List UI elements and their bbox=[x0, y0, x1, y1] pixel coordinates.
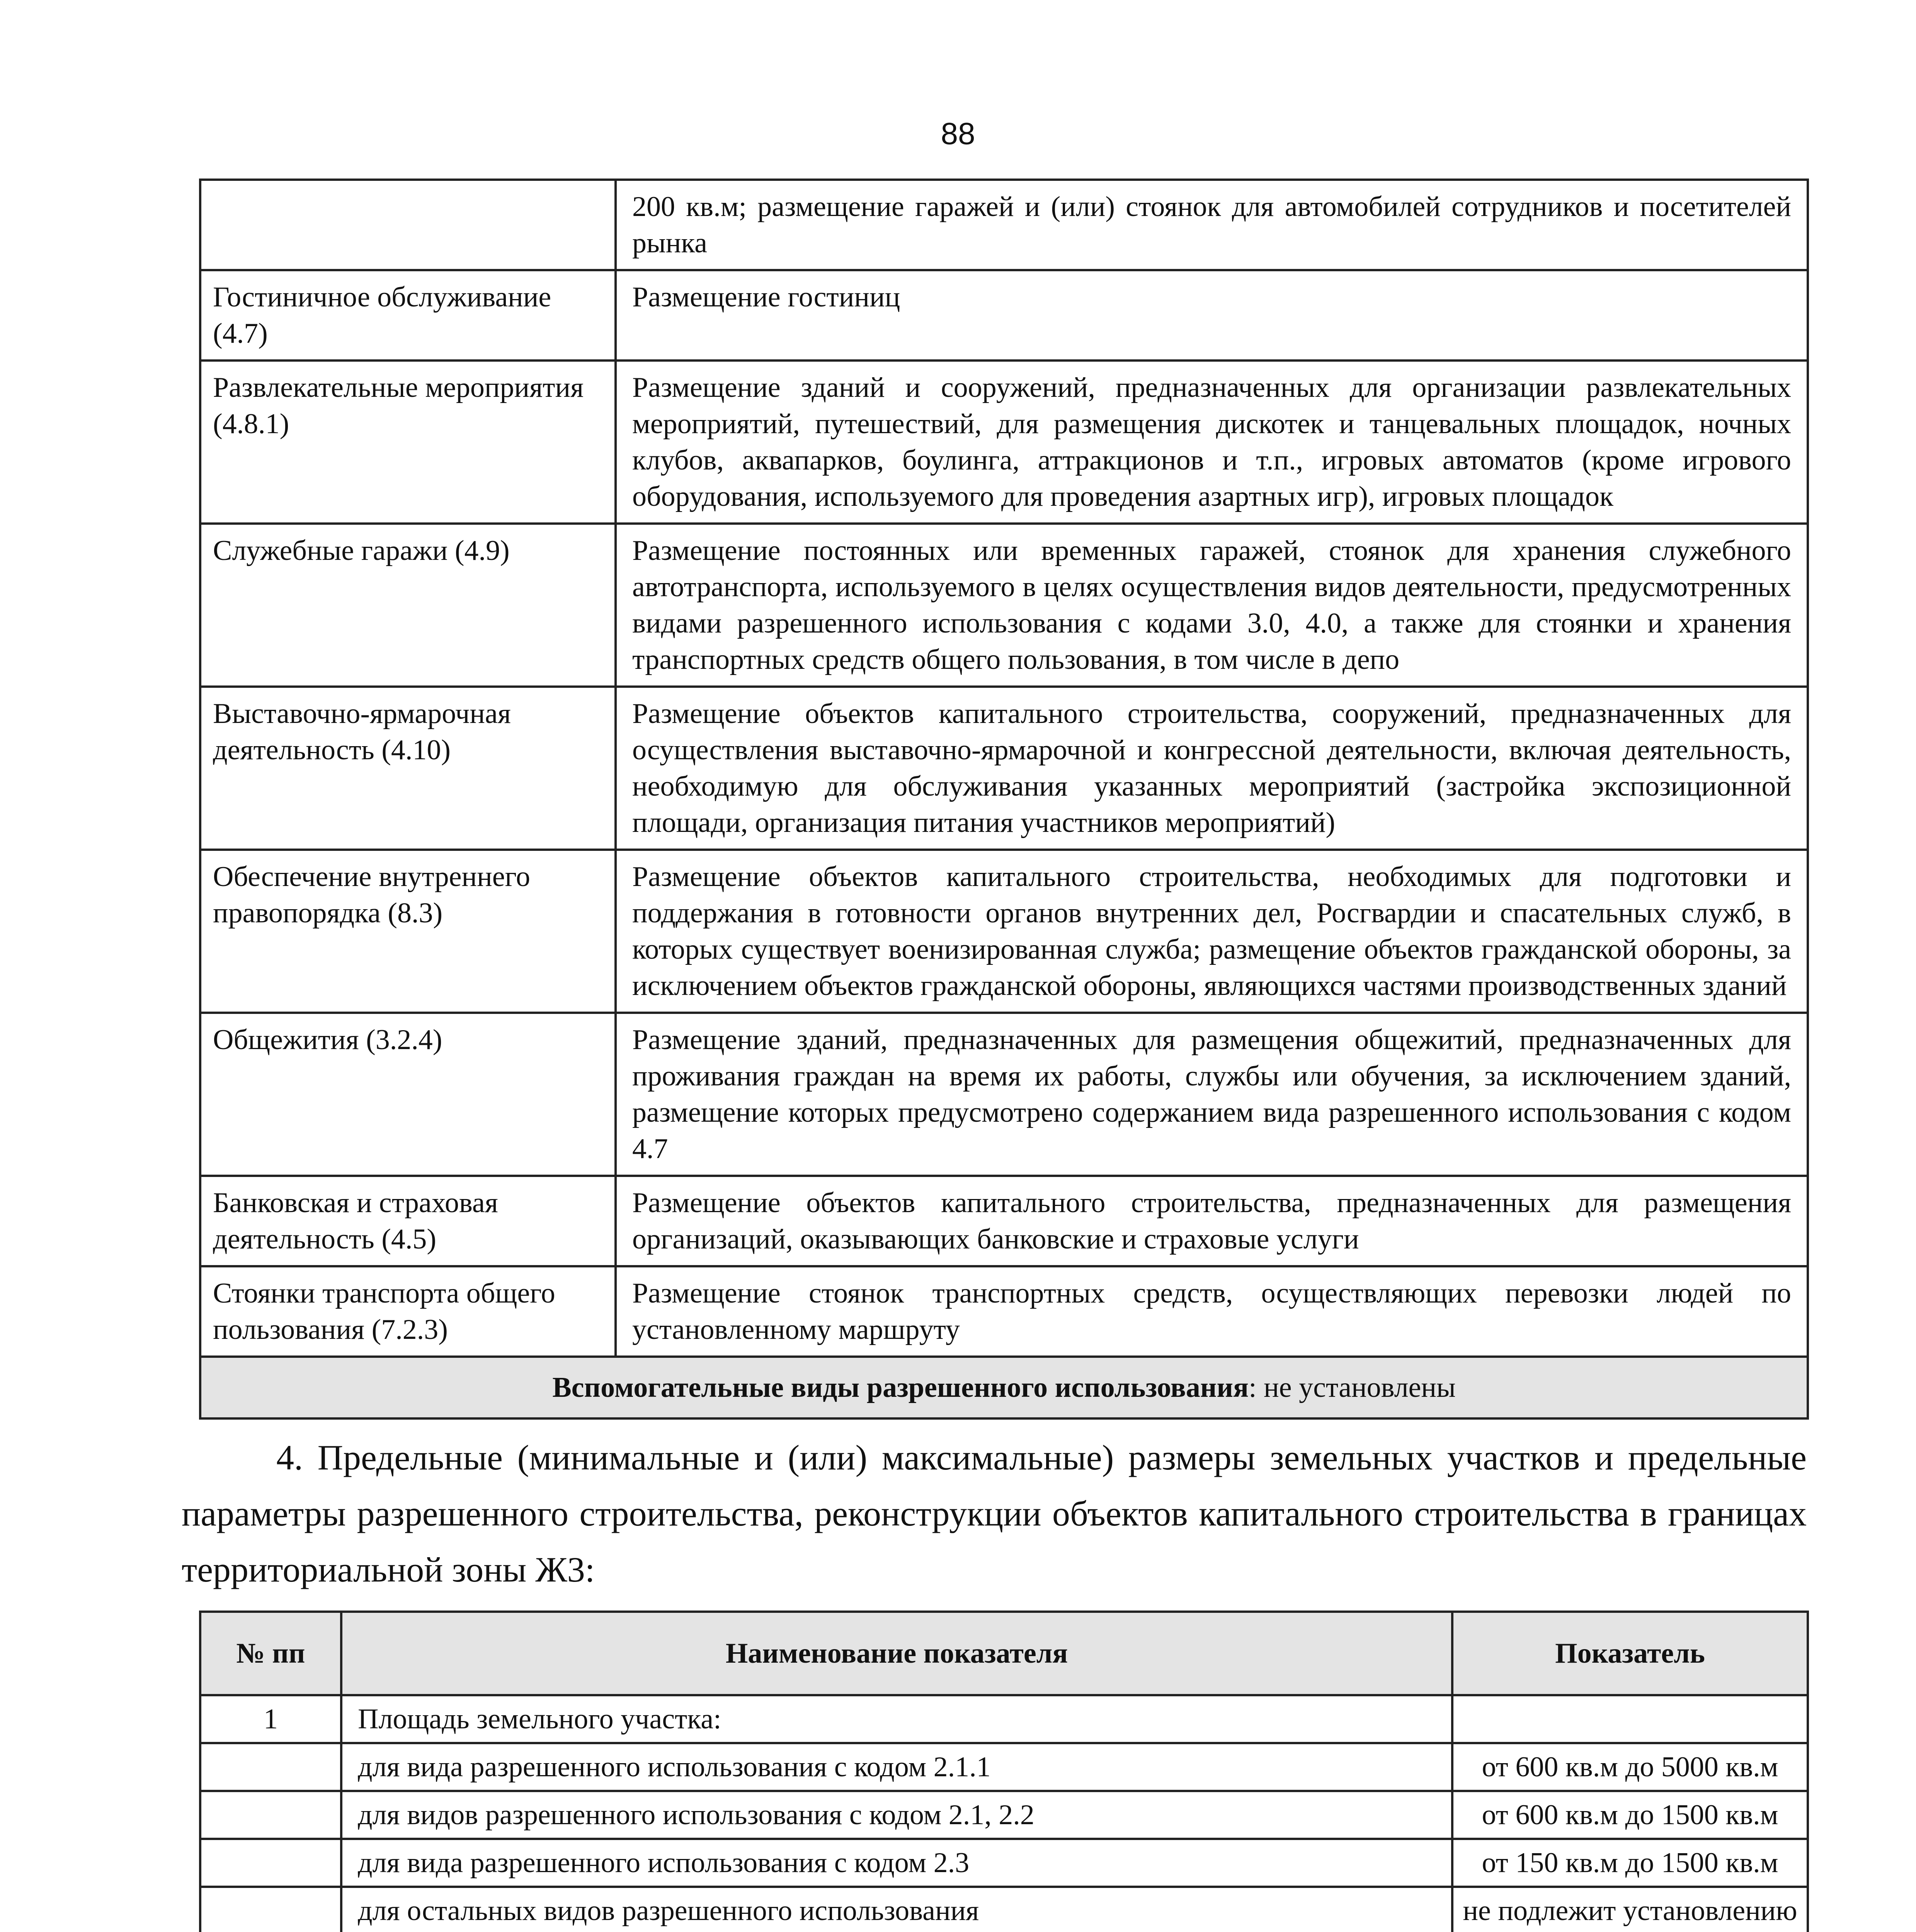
use-description-cell: Размещение постоянных или временных гаражей, стоянок для хранения служебного автотранспорта, используемого в целях осуществления видов деятельности, предусмотренных видами разрешенного использования с кодами 3.0, 4.0, а также для стоянки и хранения транспортных средств общего пользования, в том числе в депо bbox=[616, 524, 1808, 687]
table-row bbox=[200, 524, 1808, 687]
table-row bbox=[200, 687, 1808, 850]
row-num bbox=[200, 1887, 341, 1932]
use-name-cell: Обеспечение внутреннего правопорядка (8.3) bbox=[200, 850, 616, 1013]
use-name-cell: Развлекательные мероприятия (4.8.1) bbox=[200, 361, 616, 524]
row-name: для вида разрешенного использования с кодом 2.3 bbox=[341, 1839, 1452, 1887]
use-description-cell: Размещение объектов капитального строительства, необходимых для подготовки и поддержания в готовности органов внутренних дел, Росгвардии и спасательных служб, в которых существует военизированная служба; размещение объектов гражданской обороны, за исключением объектов гражданской обороны, являющихся частями производственных зданий bbox=[616, 850, 1808, 1013]
row-name: для вида разрешенного использования с кодом 2.1.1 bbox=[341, 1743, 1452, 1791]
row-num bbox=[200, 1839, 341, 1887]
use-name-cell bbox=[200, 180, 616, 270]
use-description-cell: Размещение зданий, предназначенных для размещения общежитий, предназначенных для проживания граждан на время их работы, службы или обучения, за исключением зданий, размещение которых предусмотрено содержанием вида разрешенного использования с кодом 4.7 bbox=[616, 1013, 1808, 1176]
auxiliary-uses-value: : не установлены bbox=[1249, 1372, 1456, 1403]
row-value: не подлежит установлению bbox=[1452, 1887, 1808, 1932]
table-row bbox=[200, 1176, 1808, 1266]
table-row bbox=[200, 1743, 1808, 1791]
row-value bbox=[1452, 1695, 1808, 1743]
use-description-cell: 200 кв.м; размещение гаражей и (или) стоянок для автомобилей сотрудников и посетителей рынка bbox=[616, 180, 1808, 270]
use-description-cell: Размещение объектов капитального строительства, сооружений, предназначенных для осуществления выставочно-ярмарочной и конгрессной деятельности, включая деятельность, необходимую для обслуживания указанных мероприятий (застройка экспозиционной площади, организация питания участников мероприятий) bbox=[616, 687, 1808, 850]
row-name: для видов разрешенного использования с кодом 2.1, 2.2 bbox=[341, 1791, 1452, 1839]
table-row bbox=[200, 1791, 1808, 1839]
header-num: № пп bbox=[200, 1612, 341, 1695]
use-name-cell: Служебные гаражи (4.9) bbox=[200, 524, 616, 687]
row-name: Площадь земельного участка: bbox=[341, 1695, 1452, 1743]
use-name-cell: Общежития (3.2.4) bbox=[200, 1013, 616, 1176]
use-description-cell: Размещение стоянок транспортных средств, осуществляющих перевозки людей по установленному маршруту bbox=[616, 1266, 1808, 1357]
table-row bbox=[200, 1839, 1808, 1887]
auxiliary-uses-row bbox=[200, 1357, 1808, 1418]
table-row bbox=[200, 850, 1808, 1013]
row-value: от 600 кв.м до 5000 кв.м bbox=[1452, 1743, 1808, 1791]
header-name: Наименование показателя bbox=[341, 1612, 1452, 1695]
auxiliary-uses-label: Вспомогательные виды разрешенного использования bbox=[552, 1372, 1249, 1403]
row-num bbox=[200, 1791, 341, 1839]
table-row bbox=[200, 180, 1808, 270]
parameters-table bbox=[199, 1611, 1809, 1932]
header-value: Показатель bbox=[1452, 1612, 1808, 1695]
use-description-cell: Размещение объектов капитального строительства, предназначенных для размещения организаций, оказывающих банковские и страховые услуги bbox=[616, 1176, 1808, 1266]
use-description-cell: Размещение гостиниц bbox=[616, 270, 1808, 361]
row-name: для остальных видов разрешенного использования bbox=[341, 1887, 1452, 1932]
section-paragraph: 4. Предельные (минимальные и (или) максимальные) размеры земельных участков и предельные параметры разрешенного строительства, реконструкции объектов капитального строительства в границах территориальной зоны Ж3: bbox=[182, 1438, 1807, 1589]
row-value: от 600 кв.м до 1500 кв.м bbox=[1452, 1791, 1808, 1839]
row-num: 1 bbox=[200, 1695, 341, 1743]
table-row bbox=[200, 1013, 1808, 1176]
table-row bbox=[200, 1695, 1808, 1743]
table-row bbox=[200, 1266, 1808, 1357]
use-name-cell: Гостиничное обслуживание (4.7) bbox=[200, 270, 616, 361]
table-row bbox=[200, 1887, 1808, 1932]
row-num bbox=[200, 1743, 341, 1791]
table-row bbox=[200, 270, 1808, 361]
page-number: 88 bbox=[941, 116, 975, 151]
use-name-cell: Банковская и страховая деятельность (4.5) bbox=[200, 1176, 616, 1266]
row-value: от 150 кв.м до 1500 кв.м bbox=[1452, 1839, 1808, 1887]
table-row bbox=[200, 361, 1808, 524]
use-description-cell: Размещение зданий и сооружений, предназначенных для организации развлекательных мероприятий, путешествий, для размещения дискотек и танцевальных площадок, ночных клубов, аквапарков, боулинга, аттракционов и т.п., игровых автоматов (кроме игрового оборудования, используемого для проведения азартных игр), игровых площадок bbox=[616, 361, 1808, 524]
table-header-row bbox=[200, 1612, 1808, 1695]
permitted-uses-table bbox=[199, 179, 1809, 1420]
use-name-cell: Стоянки транспорта общего пользования (7.2.3) bbox=[200, 1266, 616, 1357]
use-name-cell: Выставочно-ярмарочная деятельность (4.10) bbox=[200, 687, 616, 850]
auxiliary-uses-cell bbox=[200, 1357, 1808, 1418]
